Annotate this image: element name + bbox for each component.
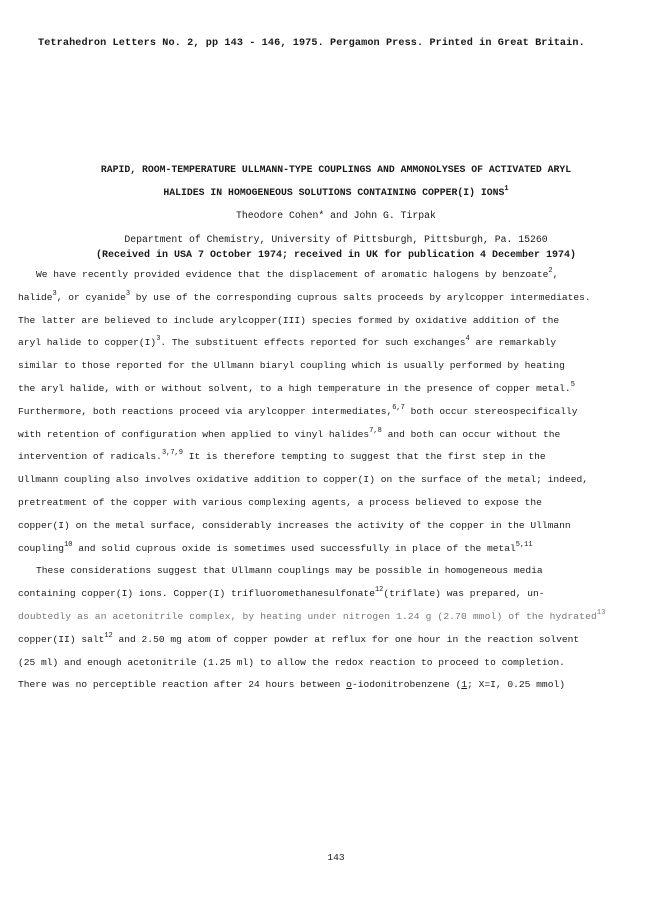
- title-text-2: HALIDES IN HOMOGENEOUS SOLUTIONS CONTAINING COPPER(I) IONS: [163, 187, 505, 198]
- journal-header: Tetrahedron Letters No. 2, pp 143 - 146, 1975. Pergamon Press. Printed in Great Britain.: [38, 38, 585, 49]
- text-line: Ullmann coupling also involves oxidative addition to copper(I) on the surface of the metal; indeed,: [18, 474, 588, 486]
- text-line: copper(II) salt$^{12}$ and 2.50 mg atom of copper powder at reflux for one hour in the reaction solvent: [18, 631, 580, 645]
- text-line: halide$^3$, or cyanide$^3$ by use of the corresponding cuprous salts proceeds by arylcopper intermediates.: [18, 289, 591, 303]
- text-line: aryl halide to $copper(I)^3$. The substituent effects reported for such exchanges$^4$ are remarkably: [18, 335, 557, 349]
- text-line: containing copper(I) ions. Copper(I) trifluoromethanesulfonate$^{12}$(triflate) was prepared, un-: [18, 586, 545, 600]
- text-line-faded: doubtedly as an acetonitrile complex, by heating under nitrogen 1.24 g (2.70 mmol) of the hydrated$^{13}$: [18, 608, 606, 622]
- text-line: coupling$^{10}$ and solid cuprous oxide is sometimes used successfully in place of the metal$^{5,11}$: [18, 540, 533, 554]
- text-line: (25 ml) and enough acetonitrile (1.25 ml) to allow the redox reaction to proceed to completion.: [18, 656, 565, 668]
- text-line: copper(I) on the metal surface, considerably increases the activity of the copper in the Ullmann: [18, 519, 571, 531]
- text-line: intervention of radicals.$^{3,7,9}$ It is therefore tempting to suggest that the first step in the: [18, 449, 546, 463]
- text-line: These considerations suggest that Ullmann couplings may be possible in homogeneous media: [36, 565, 543, 577]
- text-line: with retention of configuration when applied to vinyl halides$^{7,8}$ and both can occur without the: [18, 426, 561, 440]
- text-line: similar to those reported for the Ullmann biaryl coupling which is usually performed by heating: [18, 360, 565, 372]
- title-footnote-ref: 1: [504, 185, 509, 193]
- page-number: 143: [327, 852, 345, 863]
- text-line: There was no perceptible reaction after 24 hours between o-iodonitrobenzene (1; X=I, 0.25 mmol): [18, 679, 565, 691]
- text-line: pretreatment of the copper with various complexing agents, a process believed to expose the: [18, 496, 542, 508]
- title-line-1: [0, 164, 672, 175]
- received-dates: (Received in USA 7 October 1974; received in UK for publication 4 December 1974): [95, 250, 577, 261]
- authors: Theodore Cohen* and John G. Tirpak: [236, 210, 436, 221]
- title-text-1: RAPID, ROOM-TEMPERATURE ULLMANN-TYPE COUPLINGS AND AMMONOLYSES OF ACTIVATED ARYL: [100, 164, 572, 175]
- text-line: We have recently provided evidence that the displacement of aromatic halogens by benzoate$^2$,: [36, 267, 559, 280]
- title-line-2: [0, 187, 672, 198]
- text-line: The latter are believed to include arylcopper(III) species formed by oxidative addition of the: [18, 314, 560, 326]
- body-text: [18, 264, 648, 697]
- text-line: Furthermore, both reactions proceed via arylcopper intermediates,$^{6,7}$ both occur stereospecifically: [18, 403, 578, 417]
- text-line: the aryl halide, with or without solvent, to a high temperature in the presence of copper metal.$^5$: [18, 380, 575, 394]
- affiliation: Department of Chemistry, University of Pittsburgh, Pittsburgh, Pa. 15260: [124, 234, 548, 245]
